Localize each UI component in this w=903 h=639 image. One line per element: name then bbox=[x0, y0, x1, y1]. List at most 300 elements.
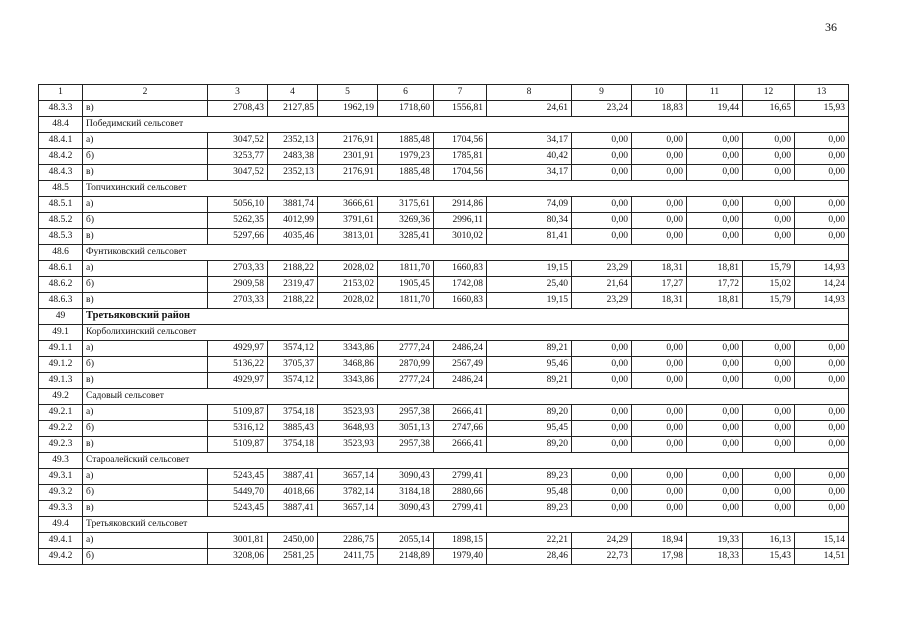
section-row bbox=[39, 517, 849, 533]
value-cell: 2880,66 bbox=[434, 485, 487, 501]
value-cell: 2799,41 bbox=[434, 501, 487, 517]
value-cell: 14,93 bbox=[795, 293, 849, 309]
value-cell: 0,00 bbox=[632, 437, 687, 453]
value-cell: 0,00 bbox=[687, 421, 743, 437]
value-cell: 0,00 bbox=[687, 485, 743, 501]
value-cell: 1660,83 bbox=[434, 261, 487, 277]
column-header: 9 bbox=[572, 85, 632, 101]
row-subitem: б) bbox=[83, 213, 208, 229]
row-code: 49.4.2 bbox=[39, 549, 83, 565]
value-cell: 0,00 bbox=[743, 357, 795, 373]
value-cell: 0,00 bbox=[687, 229, 743, 245]
value-cell: 0,00 bbox=[743, 229, 795, 245]
table-row bbox=[39, 469, 849, 485]
value-cell: 15,93 bbox=[795, 101, 849, 117]
value-cell: 0,00 bbox=[687, 197, 743, 213]
row-subitem: а) bbox=[83, 133, 208, 149]
table-row bbox=[39, 421, 849, 437]
value-cell: 2747,66 bbox=[434, 421, 487, 437]
value-cell: 3285,41 bbox=[378, 229, 434, 245]
value-cell: 3523,93 bbox=[318, 437, 378, 453]
value-cell: 2286,75 bbox=[318, 533, 378, 549]
value-cell: 0,00 bbox=[743, 213, 795, 229]
value-cell: 5297,66 bbox=[208, 229, 268, 245]
row-code: 48.6.1 bbox=[39, 261, 83, 277]
value-cell: 0,00 bbox=[572, 213, 632, 229]
value-cell: 0,00 bbox=[572, 437, 632, 453]
value-cell: 3175,61 bbox=[378, 197, 434, 213]
section-title: Староалейский сельсовет bbox=[83, 453, 849, 469]
value-cell: 0,00 bbox=[687, 373, 743, 389]
page-number: 36 bbox=[825, 20, 837, 34]
value-cell: 5136,22 bbox=[208, 357, 268, 373]
value-cell: 0,00 bbox=[687, 213, 743, 229]
value-cell: 22,73 bbox=[572, 549, 632, 565]
value-cell: 0,00 bbox=[572, 197, 632, 213]
row-code: 48.6.2 bbox=[39, 277, 83, 293]
value-cell: 2148,89 bbox=[378, 549, 434, 565]
value-cell: 24,61 bbox=[487, 101, 572, 117]
section-row bbox=[39, 453, 849, 469]
value-cell: 1898,15 bbox=[434, 533, 487, 549]
value-cell: 23,29 bbox=[572, 293, 632, 309]
table-row bbox=[39, 341, 849, 357]
value-cell: 3791,61 bbox=[318, 213, 378, 229]
column-header: 13 bbox=[795, 85, 849, 101]
value-cell: 0,00 bbox=[795, 501, 849, 517]
value-cell: 2176,91 bbox=[318, 133, 378, 149]
row-subitem: в) bbox=[83, 165, 208, 181]
value-cell: 4929,97 bbox=[208, 373, 268, 389]
value-cell: 2483,38 bbox=[268, 149, 318, 165]
value-cell: 0,00 bbox=[632, 197, 687, 213]
value-cell: 14,24 bbox=[795, 277, 849, 293]
value-cell: 3887,41 bbox=[268, 469, 318, 485]
value-cell: 3090,43 bbox=[378, 469, 434, 485]
column-header: 1 bbox=[39, 85, 83, 101]
value-cell: 2188,22 bbox=[268, 293, 318, 309]
value-cell: 0,00 bbox=[572, 149, 632, 165]
value-cell: 5109,87 bbox=[208, 437, 268, 453]
value-cell: 3754,18 bbox=[268, 405, 318, 421]
table-row bbox=[39, 133, 849, 149]
value-cell: 4035,46 bbox=[268, 229, 318, 245]
value-cell: 0,00 bbox=[743, 501, 795, 517]
row-code: 49.2.2 bbox=[39, 421, 83, 437]
value-cell: 19,15 bbox=[487, 261, 572, 277]
row-code: 48.6.3 bbox=[39, 293, 83, 309]
value-cell: 3523,93 bbox=[318, 405, 378, 421]
value-cell: 2777,24 bbox=[378, 373, 434, 389]
value-cell: 0,00 bbox=[687, 357, 743, 373]
value-cell: 0,00 bbox=[795, 373, 849, 389]
value-cell: 0,00 bbox=[632, 357, 687, 373]
value-cell: 18,33 bbox=[687, 549, 743, 565]
value-cell: 17,27 bbox=[632, 277, 687, 293]
value-cell: 15,79 bbox=[743, 293, 795, 309]
value-cell: 4929,97 bbox=[208, 341, 268, 357]
value-cell: 2996,11 bbox=[434, 213, 487, 229]
value-cell: 2319,47 bbox=[268, 277, 318, 293]
value-cell: 1785,81 bbox=[434, 149, 487, 165]
row-subitem: в) bbox=[83, 101, 208, 117]
value-cell: 18,94 bbox=[632, 533, 687, 549]
value-cell: 0,00 bbox=[632, 373, 687, 389]
value-cell: 19,44 bbox=[687, 101, 743, 117]
row-subitem: в) bbox=[83, 293, 208, 309]
value-cell: 23,24 bbox=[572, 101, 632, 117]
value-cell: 0,00 bbox=[632, 485, 687, 501]
value-cell: 0,00 bbox=[632, 421, 687, 437]
row-subitem: в) bbox=[83, 373, 208, 389]
value-cell: 2666,41 bbox=[434, 405, 487, 421]
row-subitem: а) bbox=[83, 469, 208, 485]
value-cell: 0,00 bbox=[795, 341, 849, 357]
value-cell: 5262,35 bbox=[208, 213, 268, 229]
value-cell: 2127,85 bbox=[268, 101, 318, 117]
table-row bbox=[39, 101, 849, 117]
value-cell: 2411,75 bbox=[318, 549, 378, 565]
row-subitem: б) bbox=[83, 421, 208, 437]
value-cell: 2352,13 bbox=[268, 133, 318, 149]
value-cell: 5243,45 bbox=[208, 469, 268, 485]
value-cell: 3208,06 bbox=[208, 549, 268, 565]
row-subitem: а) bbox=[83, 341, 208, 357]
row-subitem: в) bbox=[83, 229, 208, 245]
value-cell: 0,00 bbox=[795, 229, 849, 245]
value-cell: 2914,86 bbox=[434, 197, 487, 213]
value-cell: 1905,45 bbox=[378, 277, 434, 293]
column-header: 8 bbox=[487, 85, 572, 101]
row-subitem: б) bbox=[83, 485, 208, 501]
tariff-table bbox=[38, 84, 849, 565]
section-row bbox=[39, 389, 849, 405]
value-cell: 24,29 bbox=[572, 533, 632, 549]
value-cell: 0,00 bbox=[795, 405, 849, 421]
section-title: Топчихинский сельсовет bbox=[83, 181, 849, 197]
row-subitem: б) bbox=[83, 277, 208, 293]
value-cell: 2799,41 bbox=[434, 469, 487, 485]
value-cell: 14,93 bbox=[795, 261, 849, 277]
value-cell: 2581,25 bbox=[268, 549, 318, 565]
row-code: 48.5.1 bbox=[39, 197, 83, 213]
row-code: 49.3.1 bbox=[39, 469, 83, 485]
value-cell: 0,00 bbox=[795, 213, 849, 229]
table-row bbox=[39, 213, 849, 229]
value-cell: 0,00 bbox=[572, 421, 632, 437]
value-cell: 3343,86 bbox=[318, 341, 378, 357]
section-row bbox=[39, 325, 849, 341]
value-cell: 3001,81 bbox=[208, 533, 268, 549]
value-cell: 0,00 bbox=[743, 485, 795, 501]
row-code: 48.5.2 bbox=[39, 213, 83, 229]
value-cell: 0,00 bbox=[632, 341, 687, 357]
row-subitem: в) bbox=[83, 501, 208, 517]
value-cell: 0,00 bbox=[687, 341, 743, 357]
value-cell: 3705,37 bbox=[268, 357, 318, 373]
row-code: 49.3.3 bbox=[39, 501, 83, 517]
value-cell: 0,00 bbox=[795, 165, 849, 181]
row-code: 48.4.2 bbox=[39, 149, 83, 165]
value-cell: 3184,18 bbox=[378, 485, 434, 501]
row-subitem: б) bbox=[83, 549, 208, 565]
value-cell: 1704,56 bbox=[434, 165, 487, 181]
value-cell: 18,81 bbox=[687, 261, 743, 277]
row-code: 49.2.3 bbox=[39, 437, 83, 453]
district-title: Третьяковский район bbox=[83, 309, 849, 325]
row-code: 49.1.1 bbox=[39, 341, 83, 357]
table-row bbox=[39, 149, 849, 165]
value-cell: 18,31 bbox=[632, 261, 687, 277]
value-cell: 0,00 bbox=[572, 405, 632, 421]
value-cell: 0,00 bbox=[632, 165, 687, 181]
value-cell: 89,20 bbox=[487, 405, 572, 421]
value-cell: 0,00 bbox=[632, 213, 687, 229]
row-code: 49.1.3 bbox=[39, 373, 83, 389]
value-cell: 2153,02 bbox=[318, 277, 378, 293]
value-cell: 0,00 bbox=[743, 133, 795, 149]
value-cell: 0,00 bbox=[743, 149, 795, 165]
row-code: 49.2 bbox=[39, 389, 83, 405]
value-cell: 2188,22 bbox=[268, 261, 318, 277]
row-code: 48.4.3 bbox=[39, 165, 83, 181]
value-cell: 1885,48 bbox=[378, 165, 434, 181]
value-cell: 1979,40 bbox=[434, 549, 487, 565]
section-title: Третьяковский сельсовет bbox=[83, 517, 849, 533]
value-cell: 0,00 bbox=[572, 373, 632, 389]
section-row bbox=[39, 117, 849, 133]
value-cell: 0,00 bbox=[632, 405, 687, 421]
value-cell: 3010,02 bbox=[434, 229, 487, 245]
value-cell: 0,00 bbox=[687, 469, 743, 485]
value-cell: 5109,87 bbox=[208, 405, 268, 421]
value-cell: 2957,38 bbox=[378, 437, 434, 453]
value-cell: 3885,43 bbox=[268, 421, 318, 437]
value-cell: 2957,38 bbox=[378, 405, 434, 421]
table-row bbox=[39, 405, 849, 421]
value-cell: 89,23 bbox=[487, 469, 572, 485]
value-cell: 3657,14 bbox=[318, 469, 378, 485]
value-cell: 0,00 bbox=[632, 501, 687, 517]
value-cell: 0,00 bbox=[795, 197, 849, 213]
column-header: 5 bbox=[318, 85, 378, 101]
value-cell: 2708,43 bbox=[208, 101, 268, 117]
value-cell: 0,00 bbox=[743, 469, 795, 485]
row-code: 49.2.1 bbox=[39, 405, 83, 421]
value-cell: 2055,14 bbox=[378, 533, 434, 549]
value-cell: 3574,12 bbox=[268, 341, 318, 357]
value-cell: 3813,01 bbox=[318, 229, 378, 245]
value-cell: 14,51 bbox=[795, 549, 849, 565]
value-cell: 0,00 bbox=[572, 501, 632, 517]
value-cell: 0,00 bbox=[632, 133, 687, 149]
value-cell: 1704,56 bbox=[434, 133, 487, 149]
value-cell: 2450,00 bbox=[268, 533, 318, 549]
table-header-row bbox=[39, 85, 849, 101]
value-cell: 2486,24 bbox=[434, 373, 487, 389]
value-cell: 0,00 bbox=[795, 357, 849, 373]
value-cell: 2028,02 bbox=[318, 261, 378, 277]
value-cell: 0,00 bbox=[572, 229, 632, 245]
table-row bbox=[39, 373, 849, 389]
value-cell: 17,98 bbox=[632, 549, 687, 565]
value-cell: 0,00 bbox=[795, 469, 849, 485]
value-cell: 15,43 bbox=[743, 549, 795, 565]
table-row bbox=[39, 437, 849, 453]
row-subitem: а) bbox=[83, 533, 208, 549]
value-cell: 0,00 bbox=[743, 373, 795, 389]
value-cell: 5243,45 bbox=[208, 501, 268, 517]
value-cell: 81,41 bbox=[487, 229, 572, 245]
table-row bbox=[39, 261, 849, 277]
value-cell: 95,45 bbox=[487, 421, 572, 437]
value-cell: 21,64 bbox=[572, 277, 632, 293]
value-cell: 2301,91 bbox=[318, 149, 378, 165]
row-code: 48.6 bbox=[39, 245, 83, 261]
value-cell: 0,00 bbox=[632, 469, 687, 485]
value-cell: 2703,33 bbox=[208, 293, 268, 309]
value-cell: 3887,41 bbox=[268, 501, 318, 517]
value-cell: 0,00 bbox=[572, 469, 632, 485]
value-cell: 3047,52 bbox=[208, 165, 268, 181]
row-subitem: б) bbox=[83, 149, 208, 165]
value-cell: 1962,19 bbox=[318, 101, 378, 117]
value-cell: 34,17 bbox=[487, 133, 572, 149]
value-cell: 3468,86 bbox=[318, 357, 378, 373]
column-header: 10 bbox=[632, 85, 687, 101]
section-title: Корболихинский сельсовет bbox=[83, 325, 849, 341]
value-cell: 1885,48 bbox=[378, 133, 434, 149]
value-cell: 25,40 bbox=[487, 277, 572, 293]
value-cell: 2486,24 bbox=[434, 341, 487, 357]
value-cell: 18,81 bbox=[687, 293, 743, 309]
value-cell: 0,00 bbox=[572, 341, 632, 357]
value-cell: 2703,33 bbox=[208, 261, 268, 277]
value-cell: 0,00 bbox=[687, 405, 743, 421]
value-cell: 3574,12 bbox=[268, 373, 318, 389]
value-cell: 16,65 bbox=[743, 101, 795, 117]
value-cell: 0,00 bbox=[687, 437, 743, 453]
row-code: 48.5.3 bbox=[39, 229, 83, 245]
value-cell: 3253,77 bbox=[208, 149, 268, 165]
value-cell: 0,00 bbox=[572, 133, 632, 149]
value-cell: 3051,13 bbox=[378, 421, 434, 437]
row-code: 49.1 bbox=[39, 325, 83, 341]
table-row bbox=[39, 165, 849, 181]
row-code: 49.3 bbox=[39, 453, 83, 469]
value-cell: 1979,23 bbox=[378, 149, 434, 165]
value-cell: 89,21 bbox=[487, 341, 572, 357]
value-cell: 5449,70 bbox=[208, 485, 268, 501]
value-cell: 3648,93 bbox=[318, 421, 378, 437]
section-title: Садовый сельсовет bbox=[83, 389, 849, 405]
column-header: 3 bbox=[208, 85, 268, 101]
table-row bbox=[39, 197, 849, 213]
value-cell: 0,00 bbox=[795, 437, 849, 453]
column-header: 11 bbox=[687, 85, 743, 101]
value-cell: 0,00 bbox=[795, 485, 849, 501]
column-header: 12 bbox=[743, 85, 795, 101]
value-cell: 15,79 bbox=[743, 261, 795, 277]
value-cell: 89,23 bbox=[487, 501, 572, 517]
value-cell: 0,00 bbox=[743, 421, 795, 437]
value-cell: 2567,49 bbox=[434, 357, 487, 373]
value-cell: 3782,14 bbox=[318, 485, 378, 501]
row-code: 48.3.3 bbox=[39, 101, 83, 117]
value-cell: 2176,91 bbox=[318, 165, 378, 181]
value-cell: 2870,99 bbox=[378, 357, 434, 373]
section-row bbox=[39, 181, 849, 197]
district-row bbox=[39, 309, 849, 325]
value-cell: 17,72 bbox=[687, 277, 743, 293]
value-cell: 74,09 bbox=[487, 197, 572, 213]
value-cell: 2352,13 bbox=[268, 165, 318, 181]
value-cell: 1811,70 bbox=[378, 293, 434, 309]
section-row bbox=[39, 245, 849, 261]
value-cell: 23,29 bbox=[572, 261, 632, 277]
value-cell: 0,00 bbox=[572, 485, 632, 501]
value-cell: 0,00 bbox=[743, 341, 795, 357]
value-cell: 2028,02 bbox=[318, 293, 378, 309]
value-cell: 0,00 bbox=[572, 357, 632, 373]
table-row bbox=[39, 485, 849, 501]
row-code: 48.4.1 bbox=[39, 133, 83, 149]
value-cell: 1556,81 bbox=[434, 101, 487, 117]
table-row bbox=[39, 549, 849, 565]
value-cell: 15,14 bbox=[795, 533, 849, 549]
row-subitem: в) bbox=[83, 437, 208, 453]
value-cell: 28,46 bbox=[487, 549, 572, 565]
column-header: 4 bbox=[268, 85, 318, 101]
value-cell: 3090,43 bbox=[378, 501, 434, 517]
value-cell: 3047,52 bbox=[208, 133, 268, 149]
row-code: 49.4 bbox=[39, 517, 83, 533]
value-cell: 0,00 bbox=[743, 165, 795, 181]
column-header: 6 bbox=[378, 85, 434, 101]
value-cell: 2777,24 bbox=[378, 341, 434, 357]
value-cell: 0,00 bbox=[795, 421, 849, 437]
value-cell: 18,83 bbox=[632, 101, 687, 117]
value-cell: 3657,14 bbox=[318, 501, 378, 517]
value-cell: 3666,61 bbox=[318, 197, 378, 213]
value-cell: 34,17 bbox=[487, 165, 572, 181]
table-body bbox=[39, 101, 849, 565]
value-cell: 5056,10 bbox=[208, 197, 268, 213]
value-cell: 2666,41 bbox=[434, 437, 487, 453]
row-code: 49.4.1 bbox=[39, 533, 83, 549]
row-code: 49.3.2 bbox=[39, 485, 83, 501]
value-cell: 1718,60 bbox=[378, 101, 434, 117]
value-cell: 0,00 bbox=[632, 149, 687, 165]
value-cell: 0,00 bbox=[743, 437, 795, 453]
value-cell: 3343,86 bbox=[318, 373, 378, 389]
value-cell: 22,21 bbox=[487, 533, 572, 549]
value-cell: 1742,08 bbox=[434, 277, 487, 293]
value-cell: 2909,58 bbox=[208, 277, 268, 293]
table-row bbox=[39, 501, 849, 517]
value-cell: 95,48 bbox=[487, 485, 572, 501]
value-cell: 0,00 bbox=[687, 149, 743, 165]
row-code: 48.4 bbox=[39, 117, 83, 133]
row-subitem: а) bbox=[83, 197, 208, 213]
value-cell: 80,34 bbox=[487, 213, 572, 229]
row-subitem: б) bbox=[83, 357, 208, 373]
value-cell: 5316,12 bbox=[208, 421, 268, 437]
row-code: 49.1.2 bbox=[39, 357, 83, 373]
value-cell: 0,00 bbox=[687, 133, 743, 149]
value-cell: 0,00 bbox=[795, 133, 849, 149]
row-subitem: а) bbox=[83, 405, 208, 421]
